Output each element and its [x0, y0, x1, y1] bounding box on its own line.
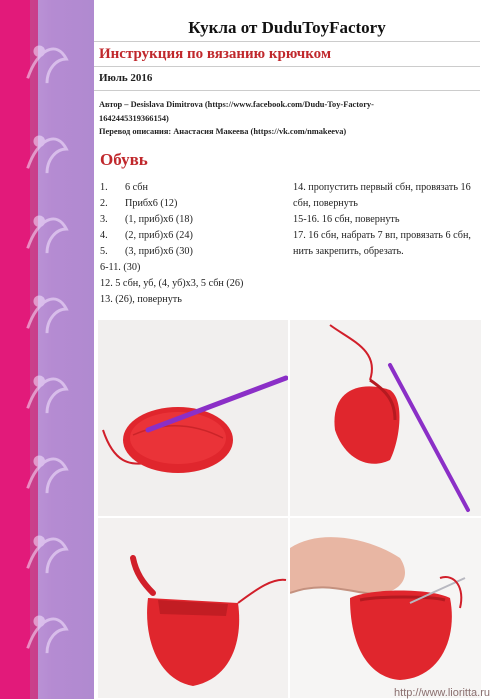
flourish-icon — [18, 360, 76, 418]
sidebar-magenta-strip — [0, 0, 30, 699]
step-row: 5. (3, приб)х6 (30) — [100, 246, 193, 257]
steps-left-column — [100, 180, 290, 308]
divider — [94, 41, 480, 42]
step-row: 3. (1, приб)х6 (18) — [100, 214, 193, 225]
photo-shoe-sole — [98, 320, 288, 516]
flourish-icon — [18, 120, 76, 178]
author-line: Автор – Desislava Dimitrova (https://www.facebook.com/Dudu-Toy-Factory- — [99, 100, 374, 109]
flourish-icon — [18, 30, 76, 88]
steps-right-column — [293, 180, 481, 260]
step-row: 17. 16 сбн, набрать 7 вп, провязать 6 сбн, нить закрепить, обрезать. — [293, 230, 471, 257]
document-subtitle: Инструкция по вязанию крючком — [99, 46, 332, 62]
step-row: 15-16. 16 сбн, повернуть — [293, 214, 400, 225]
step-row: 1. 6 сбн — [100, 182, 148, 193]
sidebar-accent-strip — [30, 0, 38, 699]
step-row: 4. (2, приб)х6 (24) — [100, 230, 193, 241]
step-row: 2. Прибх6 (12) — [100, 198, 178, 209]
author-line-continued: 1642445319366154) — [99, 113, 169, 123]
step-row: 12. 5 сбн, уб, (4, уб)х3, 5 сбн (26) — [100, 278, 244, 289]
flourish-icon — [18, 520, 76, 578]
flourish-icon — [18, 280, 76, 338]
translator-line: Перевод описания: Анастасия Макеева (https://vk.com/nmakeeva) — [99, 127, 347, 136]
divider — [94, 66, 480, 67]
decorative-sidebar — [0, 0, 94, 699]
section-title: Обувь — [100, 150, 148, 169]
step-row: 14. пропустить первый сбн, провязать 16 сбн, повернуть — [293, 182, 471, 209]
watermark: http://www.lioritta.ru — [394, 687, 490, 699]
flourish-icon — [18, 200, 76, 258]
photo-shoe-in-hand — [290, 518, 481, 698]
flourish-icon — [18, 600, 76, 658]
flourish-icon — [18, 440, 76, 498]
divider — [94, 90, 480, 91]
photo-shoe-open — [98, 518, 288, 698]
publication-date: Июль 2016 — [99, 72, 153, 84]
document-title: Кукла от DuduToyFactory — [188, 18, 386, 37]
step-row: 13. (26), повернуть — [100, 294, 182, 305]
credits — [99, 98, 479, 139]
photo-shoe-side — [290, 320, 481, 516]
step-row: 6-11. (30) — [100, 262, 141, 273]
